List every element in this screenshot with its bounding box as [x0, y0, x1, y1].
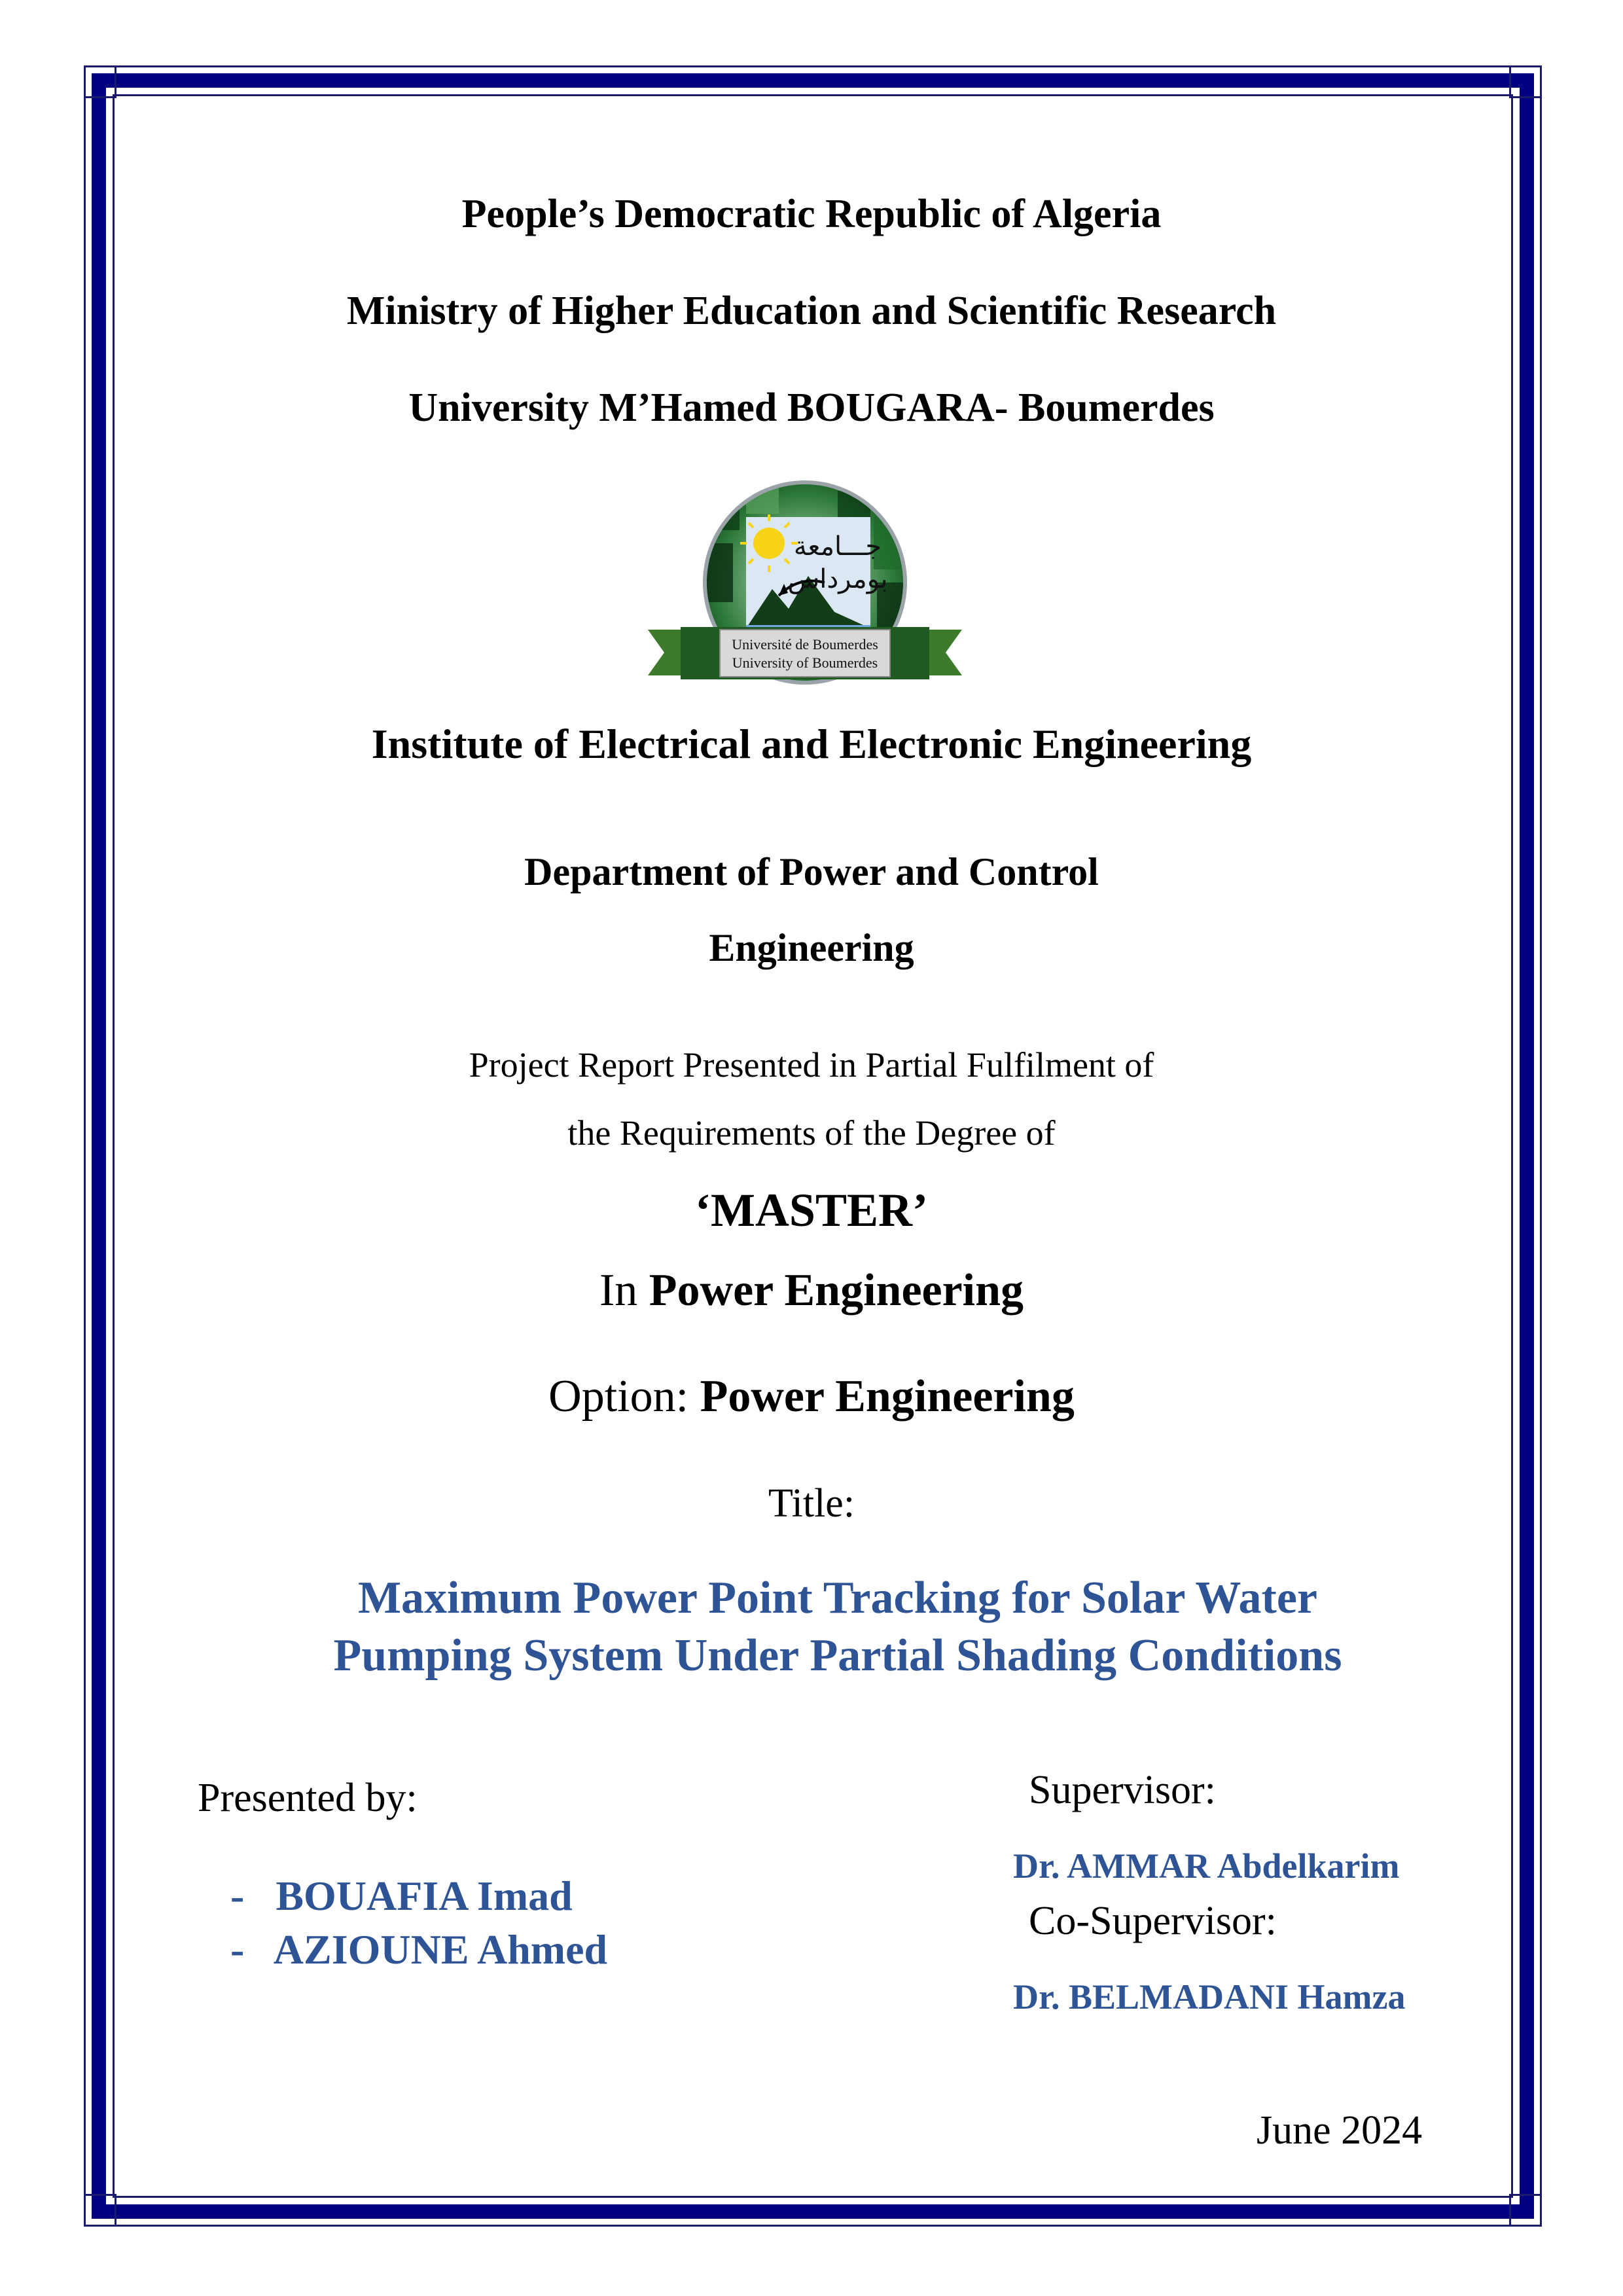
author-item [230, 1926, 607, 1974]
institute-name: Institute of Electrical and Electronic Engineering [371, 721, 1252, 767]
border-corner-bottom-right [1509, 2194, 1542, 2227]
thesis-title-line1: Maximum Power Point Tracking for Solar Water [357, 1573, 1317, 1623]
country-name: People’s Democratic Republic of Algeria [461, 192, 1162, 236]
logo-arabic-line1: جـــامعة [793, 531, 882, 562]
author-name: BOUAFIA Imad [276, 1873, 573, 1919]
thesis-title-line2: Pumping System Under Partial Shading Conditions [333, 1630, 1342, 1681]
option-line [0, 1371, 1623, 1423]
logo-banner-line1: Université de Boumerdes [732, 636, 878, 653]
co-supervisor-name: Dr. BELMADANI Hamza [1013, 1977, 1406, 2017]
author-bullet: - [230, 1873, 245, 1919]
option-value: Power Engineering [700, 1371, 1075, 1422]
department-line1: Department of Power and Control [524, 850, 1099, 893]
presented-by-label: Presented by: [198, 1776, 418, 1820]
submission-date: June 2024 [1257, 2108, 1423, 2153]
logo-banner-line2: University of Boumerdes [732, 655, 878, 671]
field-line [0, 1265, 1623, 1317]
department-line2: Engineering [709, 926, 914, 969]
author-bullet: - [230, 1926, 245, 1973]
ministry-name: Ministry of Higher Education and Scientific Research [346, 289, 1277, 333]
border-corner-top-right [1509, 65, 1542, 98]
supervisor-name: Dr. AMMAR Abdelkarim [1013, 1846, 1400, 1886]
supervisor-label: Supervisor: [1029, 1768, 1216, 1812]
border-corner-bottom-left [84, 2194, 116, 2227]
report-line2: the Requirements of the Degree of [567, 1113, 1056, 1153]
title-label: Title: [768, 1481, 855, 1526]
author-name: AZIOUNE Ahmed [273, 1926, 608, 1973]
university-name: University M’Hamed BOUGARA- Boumerdes [408, 386, 1215, 430]
border-corner-top-left [84, 65, 116, 98]
logo-arabic-line2: بومرداس [787, 564, 888, 594]
report-line1: Project Report Presented in Partial Fulfilment of [469, 1045, 1154, 1085]
university-logo [648, 478, 962, 700]
author-item [230, 1872, 573, 1920]
co-supervisor-label: Co-Supervisor: [1029, 1899, 1277, 1943]
degree-name: ‘MASTER’ [695, 1184, 928, 1236]
field-value: Power Engineering [649, 1265, 1024, 1316]
field-prefix: In [599, 1265, 638, 1316]
option-prefix: Option: [548, 1371, 689, 1422]
